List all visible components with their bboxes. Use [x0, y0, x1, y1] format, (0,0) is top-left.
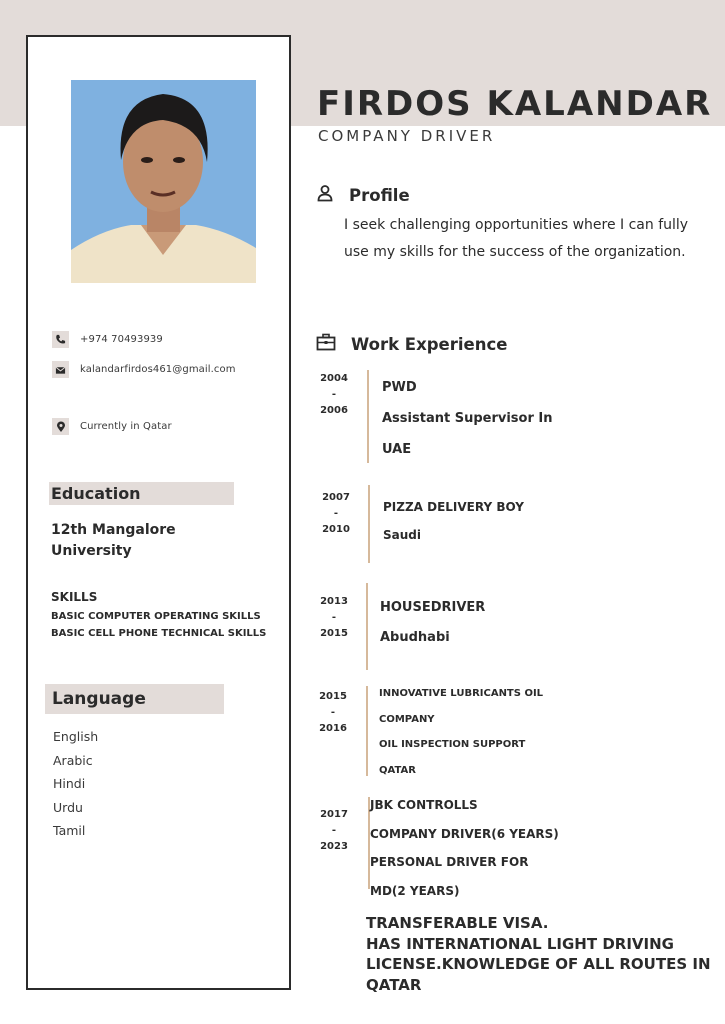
job-start-year: 2017	[320, 809, 348, 820]
note-line: TRANSFERABLE VISA.	[366, 914, 549, 932]
profile-heading-label: Profile	[349, 185, 410, 205]
job-year-separator: -	[331, 389, 337, 400]
job-end-year: 2010	[322, 524, 350, 535]
location-text: Currently in Qatar	[80, 421, 172, 432]
job-line: UAE	[382, 442, 412, 457]
contact-location	[52, 418, 172, 435]
timeline-bar	[368, 485, 370, 563]
candidate-name: FIRDOS KALANDAR	[317, 84, 713, 124]
skill-item: BASIC COMPUTER OPERATING SKILLS	[51, 611, 261, 622]
job-year-separator: -	[333, 508, 339, 519]
language-heading: Language	[45, 684, 224, 714]
job-start-year: 2004	[320, 373, 348, 384]
skill-item: BASIC CELL PHONE TECHNICAL SKILLS	[51, 628, 267, 639]
job-details	[382, 372, 553, 465]
skills-list	[51, 608, 271, 642]
job-start-year: 2015	[319, 691, 347, 702]
job-line: HOUSEDRIVER	[380, 600, 486, 615]
note-line: HAS INTERNATIONAL LIGHT DRIVING	[366, 934, 674, 953]
email-text[interactable]: kalandarfirdos461@gmail.com	[80, 364, 236, 375]
job-end-year: 2023	[320, 841, 348, 852]
envelope-icon	[52, 361, 69, 378]
language-item: Arabic	[53, 752, 93, 768]
language-item: English	[53, 729, 99, 744]
phone-text: +974 70493939	[80, 334, 163, 345]
job-line: MD(2 YEARS)	[370, 883, 460, 898]
job-line: COMPANY	[379, 713, 435, 725]
language-list	[53, 725, 98, 843]
skills-heading: SKILLS	[51, 590, 98, 604]
job-line: PERSONAL DRIVER FOR	[370, 855, 529, 869]
job-start-year: 2013	[320, 596, 348, 607]
timeline-bar	[366, 583, 368, 670]
job-end-year: 2006	[320, 405, 348, 416]
job-line: PIZZA DELIVERY BOY	[383, 500, 524, 514]
education-text: 12th Mangalore University	[51, 522, 176, 559]
language-item: Urdu	[53, 799, 83, 815]
note-line: QATAR	[366, 975, 422, 994]
job-start-year: 2007	[322, 492, 350, 503]
profile-text: I seek challenging opportunities where I can fully use my skills for the success of the organization.	[344, 217, 689, 260]
job-line: INNOVATIVE LUBRICANTS OIL	[379, 688, 544, 699]
briefcase-icon	[316, 333, 336, 355]
job-details	[379, 681, 543, 783]
job-line: Saudi	[383, 528, 421, 542]
phone-icon	[52, 331, 69, 348]
contact-phone	[52, 331, 163, 348]
job-years	[316, 490, 356, 538]
job-line: Assistant Supervisor In	[382, 411, 553, 426]
job-year-separator: -	[330, 707, 336, 718]
job-details	[370, 791, 559, 905]
job-details	[380, 593, 485, 653]
job-years	[314, 594, 354, 642]
job-end-year: 2015	[320, 628, 348, 639]
job-line: PWD	[382, 380, 417, 395]
job-year-separator: -	[331, 612, 337, 623]
job-line: JBK CONTROLLS	[370, 798, 478, 812]
candidate-role: COMPANY DRIVER	[318, 127, 496, 145]
job-line: QATAR	[379, 764, 416, 776]
job-years	[314, 807, 354, 855]
job-end-year: 2016	[319, 723, 347, 734]
education-heading: Education	[49, 482, 234, 505]
job-years	[313, 689, 353, 737]
timeline-bar	[367, 370, 369, 463]
job-line: COMPANY DRIVER(6 YEARS)	[370, 826, 559, 841]
map-pin-icon	[52, 418, 69, 435]
job-year-separator: -	[331, 825, 337, 836]
user-icon	[316, 184, 334, 206]
contact-email	[52, 361, 236, 378]
work-experience-heading	[316, 333, 507, 355]
job-details	[383, 493, 524, 549]
additional-notes	[366, 913, 721, 995]
profile-photo	[71, 80, 256, 283]
job-line: Abudhabi	[380, 630, 450, 645]
profile-heading	[316, 184, 410, 206]
job-line: OIL INSPECTION SUPPORT	[379, 739, 526, 750]
note-line: LICENSE.KNOWLEDGE OF ALL ROUTES IN	[366, 955, 711, 973]
language-item: Hindi	[53, 776, 86, 791]
work-experience-heading-label: Work Experience	[351, 334, 508, 354]
job-years	[314, 371, 354, 419]
timeline-bar	[366, 686, 368, 776]
language-item: Tamil	[53, 823, 86, 838]
